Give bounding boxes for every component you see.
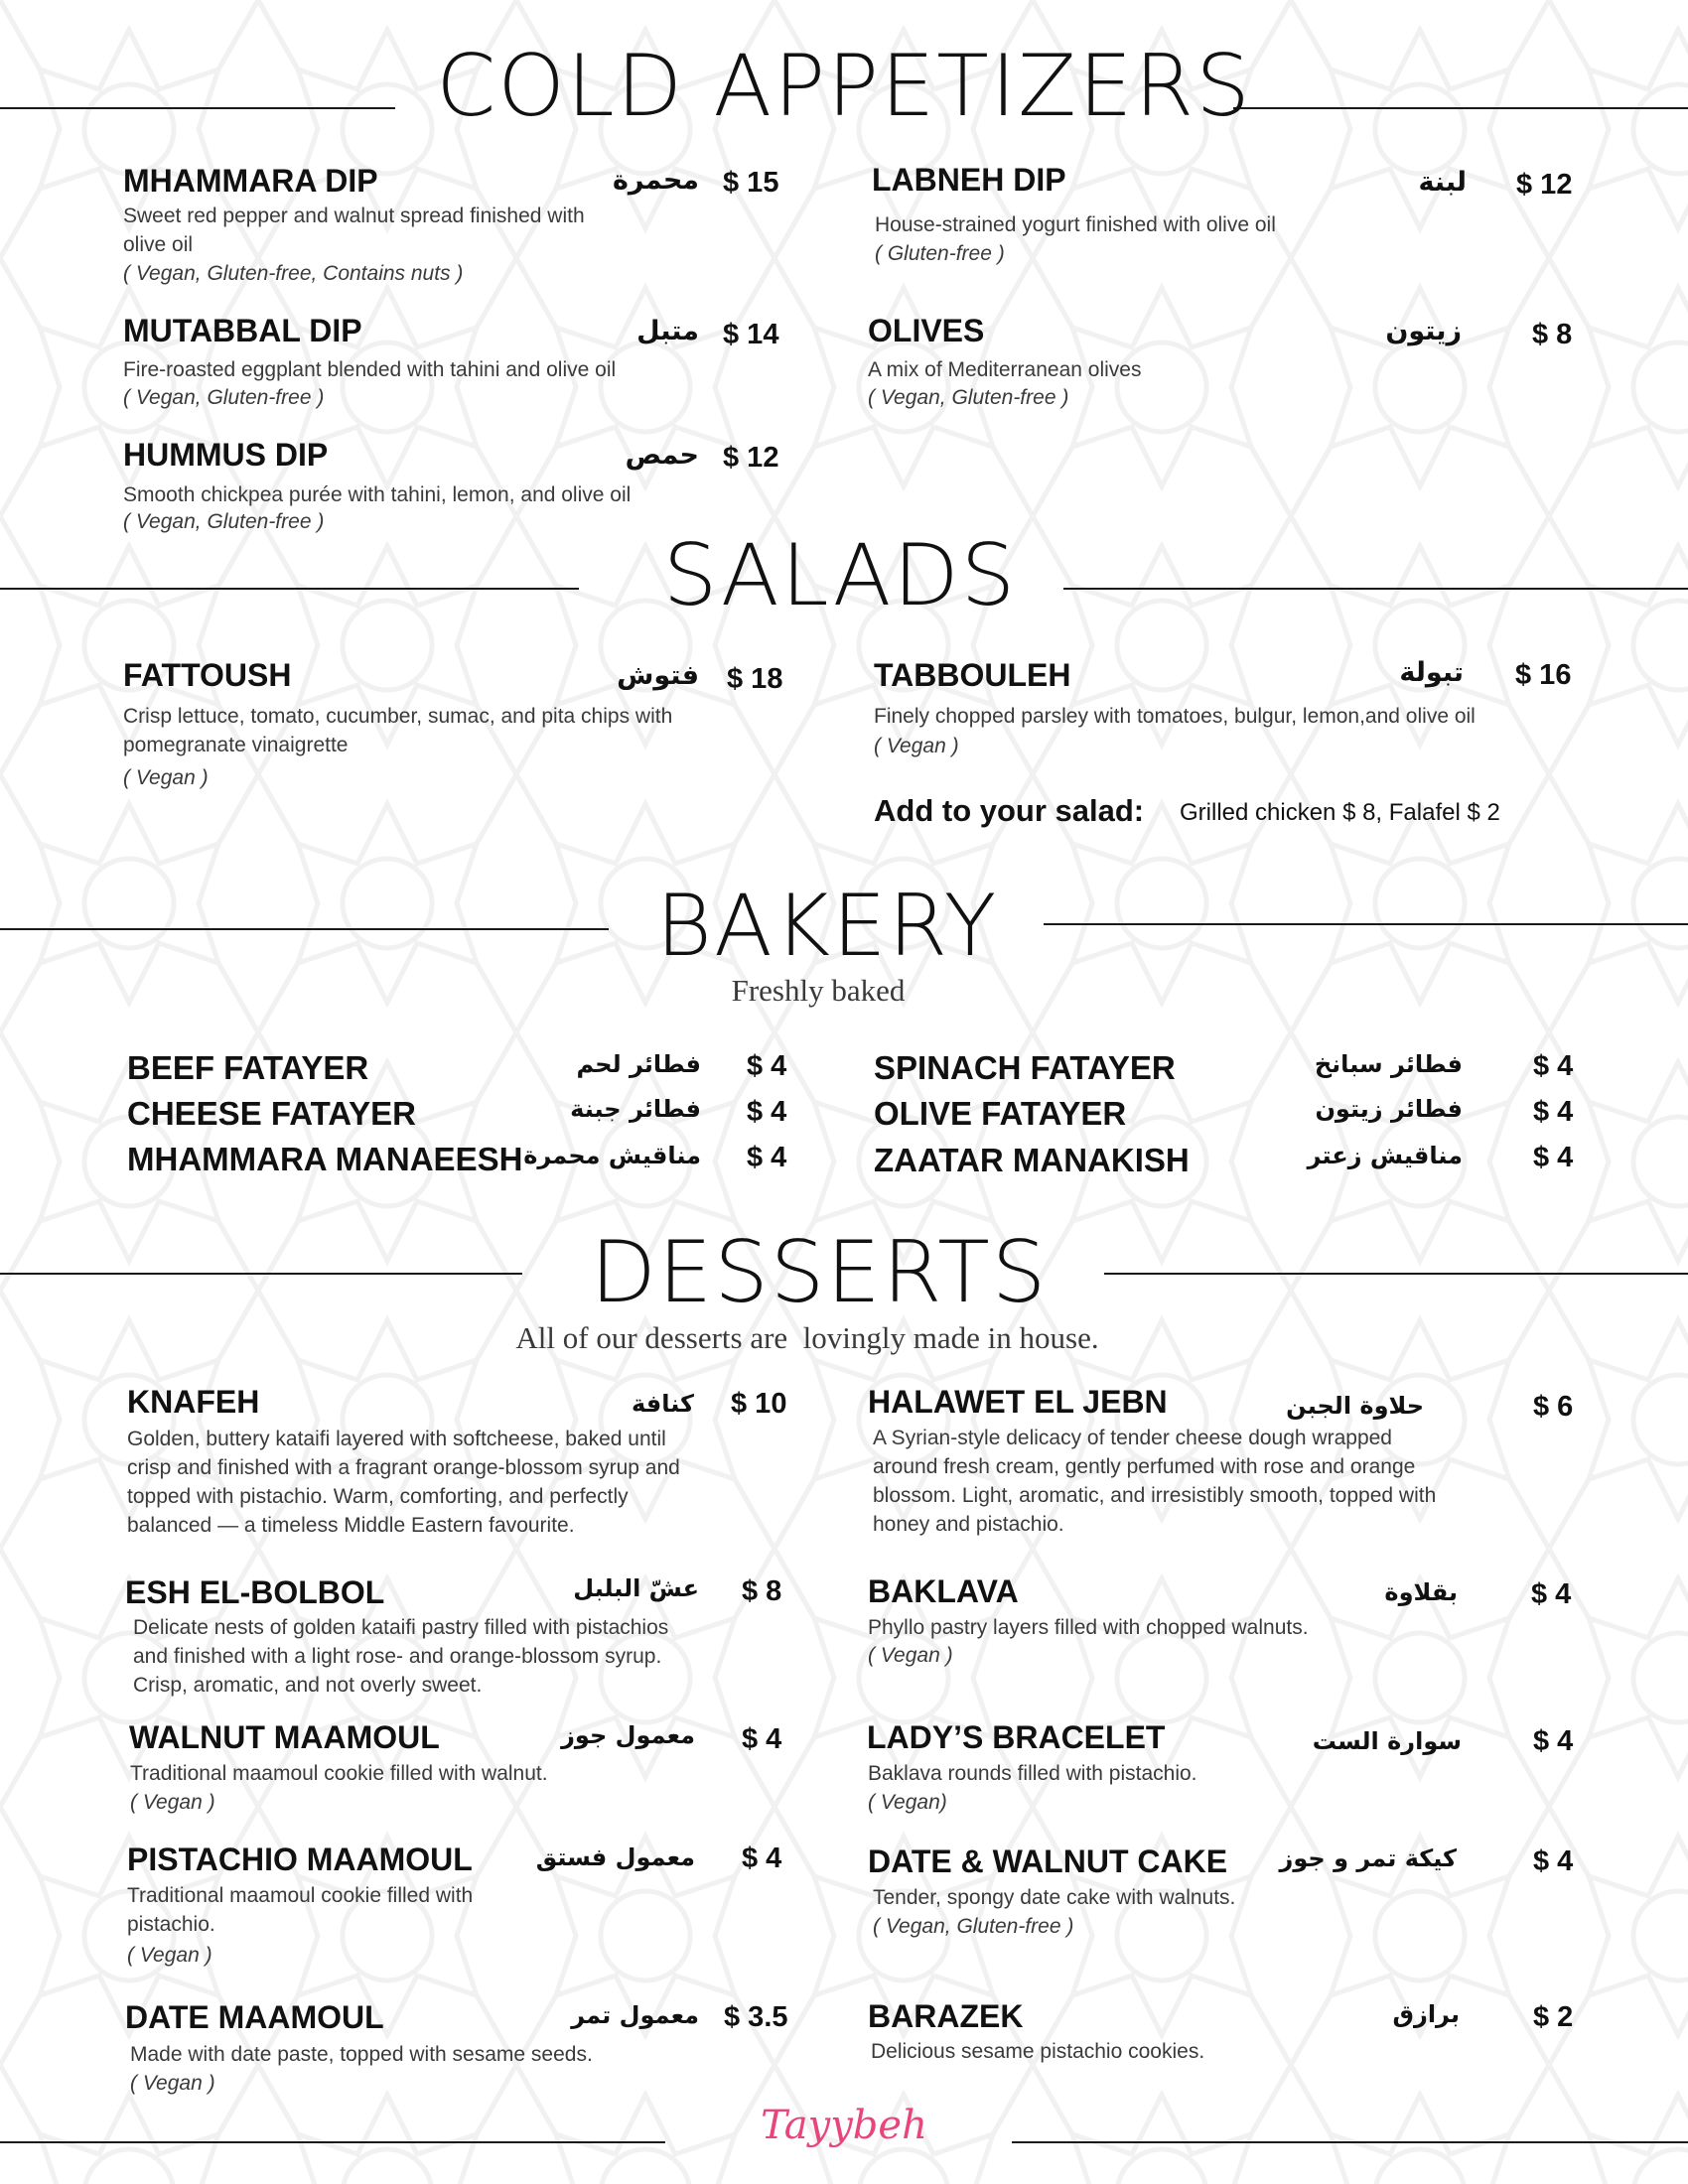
bakery-title: BAKERY [655, 877, 999, 976]
menu-item-name: BARAZEK [868, 1998, 1024, 2034]
menu-item-tags: ( Vegan ) [868, 1644, 953, 1667]
menu-item-price: $ 12 [723, 442, 779, 474]
menu-item-name: BAKLAVA [868, 1573, 1019, 1609]
menu-item-arabic: بقلاوة [1384, 1578, 1458, 1606]
menu-item-description: Delicate nests of golden kataifi pastry filled with pistachios and finished with a light rose- and orange-blossom syrup. Crisp, aromatic, and not overly sweet. [133, 1616, 669, 1697]
menu-item-price: $ 8 [742, 1575, 782, 1607]
menu-item-description: Crisp lettuce, tomato, cucumber, sumac, and pita chips with pomegranate vinaigrette [123, 705, 673, 756]
menu-item-tags: ( Vegan ) [123, 766, 209, 789]
bakery-item-name: ZAATAR MANAKISH [874, 1142, 1190, 1178]
menu-item-arabic: متبل [636, 316, 699, 346]
bakery-item-name: MHAMMARA MANAEESH [127, 1141, 523, 1177]
menu-item-price: $ 15 [723, 167, 779, 199]
menu-item-price: $ 8 [1532, 319, 1573, 350]
menu-item-price: $ 4 [1533, 1725, 1574, 1757]
menu-item-description: Tender, spongy date cake with walnuts. [873, 1886, 1236, 1909]
menu-item-tags: ( Vegan, Gluten-free ) [123, 386, 325, 409]
menu-item-price: $ 4 [742, 1843, 782, 1874]
salad-addon-label: Add to your salad: [874, 793, 1145, 828]
menu-item-price: $ 4 [742, 1723, 782, 1755]
menu-item-price: $ 2 [1533, 2001, 1574, 2033]
menu-item-arabic: معمول تمر [571, 2001, 699, 2029]
menu-item-name: DATE MAAMOUL [125, 1999, 384, 2035]
menu-item-tags: ( Vegan ) [874, 735, 959, 757]
desserts-title: DESSERTS [590, 1223, 1049, 1322]
bakery-item-arabic: مناقيش زعتر [1307, 1142, 1463, 1169]
menu-item-name: HALAWET EL JEBN [868, 1384, 1168, 1420]
bakery-item-arabic: فطائر سبانخ [1314, 1050, 1463, 1078]
menu-item-arabic: برازق [1392, 2000, 1460, 2028]
menu-item-description: Finely chopped parsley with tomatoes, bulgur, lemon,and olive oil [874, 705, 1476, 728]
menu-item-description: Phyllo pastry layers filled with chopped walnuts. [868, 1616, 1309, 1639]
menu-item-arabic: كيكة تمر و جوز [1279, 1844, 1457, 1872]
menu-item-arabic: حمص [625, 440, 699, 471]
menu-item-description: Delicious sesame pistachio cookies. [871, 2040, 1205, 2063]
brand-logo: Tayybeh [761, 2103, 927, 2148]
bakery-item-name: OLIVE FATAYER [874, 1095, 1127, 1132]
menu-item-price: $ 18 [727, 663, 783, 695]
menu-item-tags: ( Gluten-free ) [875, 242, 1005, 265]
menu-item-name: MUTABBAL DIP [123, 313, 362, 348]
bakery-item-price: $ 4 [1533, 1096, 1574, 1128]
bakery-item-name: BEEF FATAYER [127, 1049, 369, 1086]
menu-item-arabic: سوارة الست [1312, 1727, 1462, 1755]
menu-item-price: $ 12 [1516, 169, 1573, 201]
menu-item-description: Traditional maamoul cookie filled with walnut. [130, 1762, 548, 1785]
menu-item-tags: ( Vegan, Gluten-free ) [123, 510, 325, 533]
menu-item-name: HUMMUS DIP [123, 437, 329, 473]
menu-item-price: $ 10 [731, 1388, 787, 1420]
menu-item-name: KNAFEH [127, 1384, 260, 1420]
bakery-subtitle: Freshly baked [731, 973, 906, 1008]
menu-item-arabic: كنافة [631, 1390, 694, 1418]
bakery-item-arabic: فطائر جبنة [570, 1095, 701, 1123]
menu-item-name: PISTACHIO MAAMOUL [127, 1842, 473, 1877]
salads-title: SALADS [662, 526, 1018, 625]
bakery-item-name: CHEESE FATAYER [127, 1095, 416, 1132]
menu-item-price: $ 3.5 [724, 2001, 788, 2033]
bakery-item-price: $ 4 [1533, 1142, 1574, 1173]
menu-item-description: Sweet red pepper and walnut spread finished with olive oil [123, 205, 585, 256]
salad-addon-options: Grilled chicken $ 8, Falafel $ 2 [1180, 799, 1500, 826]
menu-item-description: A mix of Mediterranean olives [868, 358, 1142, 381]
menu-item-tags: ( Vegan, Gluten-free ) [868, 386, 1069, 409]
menu-item-tags: ( Vegan, Gluten-free ) [873, 1915, 1074, 1938]
bakery-item-price: $ 4 [747, 1096, 787, 1128]
menu-item-arabic: عشّ البلبل [573, 1574, 699, 1602]
menu-item-arabic: معمول فستق [535, 1843, 695, 1871]
bakery-item-arabic: فطائر زيتون [1315, 1095, 1463, 1123]
bakery-item-price: $ 4 [1533, 1050, 1574, 1082]
cold-appetizers-title: COLD APPETIZERS [436, 37, 1252, 136]
menu-item-name: LADY’S BRACELET [867, 1719, 1166, 1755]
menu-item-name: DATE & WALNUT CAKE [868, 1843, 1228, 1879]
menu-item-arabic: حلاوة الجبن [1286, 1392, 1424, 1420]
menu-item-name: LABNEH DIP [872, 162, 1066, 198]
menu-item-description: Golden, buttery kataifi layered with softcheese, baked until crisp and finished with a fragrant orange-blossom syrup and topped with pistachio. Warm, comforting, and perfectly balanced — a timeless Middle Eastern favourite. [127, 1428, 680, 1537]
menu-item-tags: ( Vegan ) [130, 1791, 215, 1814]
menu-item-price: $ 4 [1533, 1845, 1574, 1877]
menu-item-arabic: معمول جوز [561, 1721, 695, 1749]
menu-item-name: OLIVES [868, 313, 985, 348]
bakery-item-arabic: مناقيش محمرة [523, 1142, 701, 1169]
menu-item-description: Smooth chickpea purée with tahini, lemon, and olive oil [123, 483, 632, 506]
menu-item-tags: ( Vegan, Gluten-free, Contains nuts ) [123, 262, 464, 285]
menu-item-description: House-strained yogurt finished with olive oil [875, 213, 1276, 236]
menu-item-name: TABBOULEH [874, 657, 1071, 693]
footer-rule-right [1012, 2141, 1688, 2143]
menu-item-price: $ 14 [723, 319, 779, 350]
menu-item-description: A Syrian-style delicacy of tender cheese dough wrapped around fresh cream, gently perfumed with rose and orange blossom. Light, aromatic, and irresistibly smooth, topped with honey and pistachio. [873, 1427, 1437, 1536]
bakery-item-price: $ 4 [747, 1142, 787, 1173]
desserts-subtitle: All of our desserts are lovingly made in house. [515, 1320, 1099, 1355]
bakery-item-price: $ 4 [747, 1050, 787, 1082]
menu-item-arabic: تبولة [1399, 657, 1464, 688]
menu-item-arabic: محمرة [612, 165, 699, 196]
menu-item-arabic: لبنة [1418, 167, 1467, 198]
menu-item-name: WALNUT MAAMOUL [129, 1719, 440, 1755]
footer-rule-left [0, 2141, 665, 2143]
menu-item-tags: ( Vegan ) [130, 2072, 215, 2095]
menu-item-price: $ 16 [1515, 659, 1572, 691]
menu-item-description: Traditional maamoul cookie filled with pistachio. [127, 1884, 474, 1936]
menu-item-price: $ 4 [1531, 1578, 1572, 1610]
menu-item-name: ESH EL-BOLBOL [125, 1574, 385, 1610]
menu-item-description: Baklava rounds filled with pistachio. [868, 1762, 1197, 1785]
bakery-item-arabic: فطائر لحم [576, 1050, 701, 1078]
menu-item-description: Made with date paste, topped with sesame seeds. [130, 2043, 593, 2066]
menu-item-description: Fire-roasted eggplant blended with tahini and olive oil [123, 358, 617, 381]
bakery-item-name: SPINACH FATAYER [874, 1049, 1176, 1086]
menu-item-arabic: فتوش [617, 660, 699, 691]
menu-item-arabic: زيتون [1385, 316, 1462, 346]
menu-item-name: MHAMMARA DIP [123, 163, 378, 199]
menu-item-price: $ 6 [1533, 1391, 1574, 1423]
menu-item-name: FATTOUSH [123, 657, 292, 693]
menu-item-tags: ( Vegan ) [127, 1944, 212, 1967]
menu-item-tags: ( Vegan) [868, 1791, 947, 1814]
